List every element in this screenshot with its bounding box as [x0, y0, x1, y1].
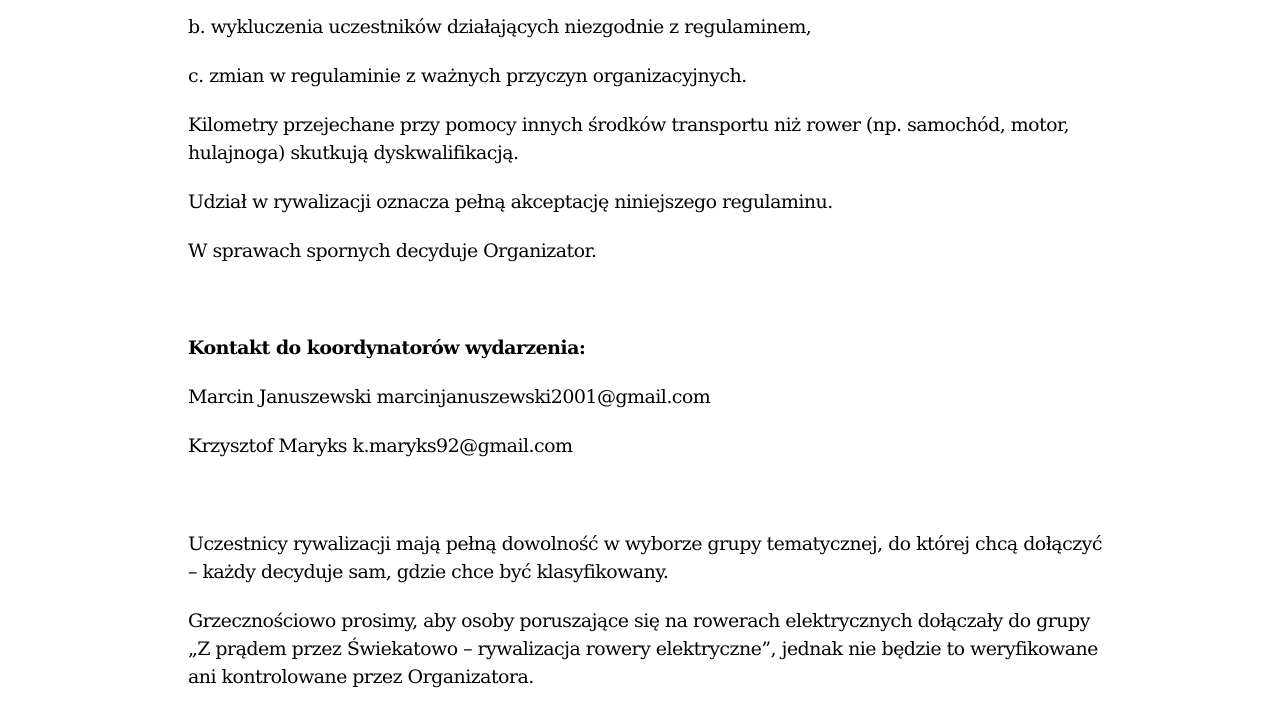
- text-line: Udział w rywalizacji oznacza pełną akceptację niniejszego regulaminu.: [188, 191, 833, 213]
- acceptance-paragraph: [188, 188, 1088, 216]
- ebike-request-paragraph: [188, 607, 1098, 691]
- text-line: W sprawach spornych decyduje Organizator.: [188, 240, 597, 262]
- contact-line: Marcin Januszewski marcinjanuszewski2001@gmail.com: [188, 386, 711, 408]
- rule-item-b: [188, 13, 1088, 41]
- group-choice-paragraph: [188, 530, 1102, 586]
- contact-line: Krzysztof Maryks k.maryks92@gmail.com: [188, 435, 573, 457]
- disputes-paragraph: [188, 237, 1088, 265]
- contact-heading: [188, 334, 1088, 362]
- text-line: Grzecznościowo prosimy, aby osoby poruszające się na rowerach elektrycznych dołączały do grupy: [188, 610, 1090, 632]
- contact-person: [188, 383, 1088, 411]
- text-line: c. zmian w regulaminie z ważnych przyczyn organizacyjnych.: [188, 65, 747, 87]
- rule-item-c: [188, 62, 1088, 90]
- contact-person: [188, 432, 1088, 460]
- text-line: – każdy decyduje sam, gdzie chce być klasyfikowany.: [188, 561, 669, 583]
- text-line: b. wykluczenia uczestników działających niezgodnie z regulaminem,: [188, 16, 812, 38]
- heading-text: Kontakt do koordynatorów wydarzenia:: [188, 337, 586, 359]
- text-line: Uczestnicy rywalizacji mają pełną dowolność w wyborze grupy tematycznej, do której chcą dołączyć: [188, 533, 1102, 555]
- text-line: „Z prądem przez Świekatowo – rywalizacja rowery elektryczne”, jednak nie będzie to weryfikowane: [188, 638, 1098, 660]
- text-line: Kilometry przejechane przy pomocy innych środków transportu niż rower (np. samochód, motor,: [188, 114, 1069, 136]
- text-line: hulajnoga) skutkują dyskwalifikacją.: [188, 142, 519, 164]
- disqualification-paragraph: [188, 111, 1088, 167]
- text-line: ani kontrolowane przez Organizatora.: [188, 666, 534, 688]
